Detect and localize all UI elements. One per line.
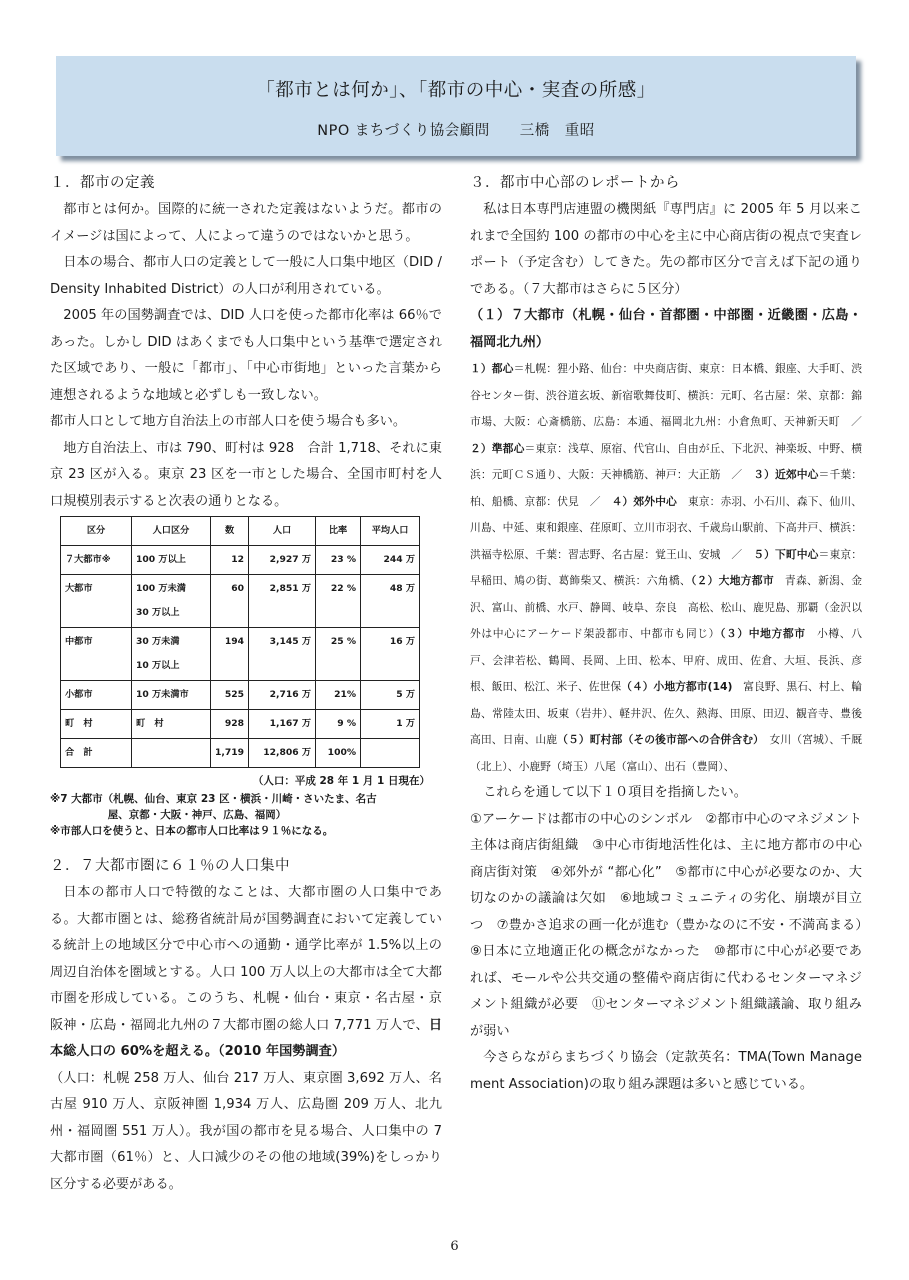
category-body xyxy=(470,356,873,780)
table-header-cell: 人口 xyxy=(249,517,316,546)
s1-paragraph: 2005 年の国勢調査では、DID 人口を使った都市化率は 66％であった。しかし DID はあくまでも人口集中という基準で選定された区域であり、一般に「都市」、「中心市街地」といった言葉から連想されるような地域と必ずしも一致しない。 xyxy=(50,308,442,403)
section-1-title: １．都市の定義 xyxy=(50,175,155,191)
table-header-cell: 比率 xyxy=(316,517,361,546)
table-cell: 48 万 xyxy=(361,575,420,628)
points-intro: これらを通して以下１０項目を指摘したい。 xyxy=(483,785,747,800)
subcategory-text: ＝東京：浅草、原宿、代官山、自由が丘、下北沢、神楽坂、中野、横浜：元町ＣＳ通り、大阪：天神橋筋、神戸：大正筋 ／ xyxy=(470,441,863,481)
table-cell: 244 万 xyxy=(361,546,420,575)
table-cell-line: 30 万以上 xyxy=(136,607,180,618)
s2-paragraph: （人口：札幌 258 万人、仙台 217 万人、東京圏 3,692 万人、名古屋 910 万人、京阪神圏 1,934 万人、広島圏 209 万人、北九州・福岡圏 551 万人）。我が国の都市を見る場合、人口集中の 7 大都市圏（61％）と、人口減少のその他の地域(39%)をしっかり区分する必要がある。 xyxy=(50,1070,442,1192)
s1-paragraph: 都市とは何か。国際的に統一された定義はないようだ。都市のイメージは国によって、人によって違うのではないかと思う。 xyxy=(50,202,442,244)
table-cell: 3,145 万 xyxy=(249,628,316,681)
table-cell: 2,927 万 xyxy=(249,546,316,575)
table-header-cell: 平均人口 xyxy=(361,517,420,546)
category-text: 女川（宮城）、千厩（北上）、小鹿野（埼玉）八尾（富山）、出石（豊岡）、 xyxy=(470,733,862,773)
subcategory-text: ＝東京：早稲田、鳩の街、葛飾柴又、横浜：六角橋、 xyxy=(470,547,863,587)
table-cell: 928 xyxy=(211,710,249,739)
table-row xyxy=(61,575,420,628)
table-cell: 10 万未満市 xyxy=(132,681,211,710)
table-caption: （人口：平成 28 年 1 月 1 日現在） xyxy=(252,775,430,787)
category-text: 青森、新潟、金沢、富山、前橋、水戸、静岡、岐阜、奈良 高松、松山、鹿児島、那覇（金沢以外は中心にアーケード架設都市、中都市も同じ） xyxy=(470,574,863,640)
category-text: 小樽、八戸、会津若松、鶴岡、長岡、上田、松本、甲府、成田、佐倉、大垣、長浜、彦根、飯田、松江、米子、佐世保 xyxy=(470,627,862,693)
table-cell: 1,167 万 xyxy=(249,710,316,739)
table-cell: 中都市 xyxy=(61,628,132,681)
table-cell: ７大都市※ xyxy=(61,546,132,575)
table-cell: 25 % xyxy=(316,628,361,681)
section-2-title: ２．７大都市圏に６１％の人口集中 xyxy=(50,858,290,874)
note-line: 屋、京都・大阪・神戸、広島、福岡） xyxy=(107,809,287,821)
table-cell: 2,851 万 xyxy=(249,575,316,628)
note-line: ※市部人口を使うと、日本の都市人口比率は９１％になる。 xyxy=(50,825,334,837)
category-title: （３）中地方都市 xyxy=(720,627,806,640)
page-number: 6 xyxy=(450,1239,459,1254)
table-cell xyxy=(132,628,211,681)
subcategory-label: ４）郊外中心 xyxy=(611,494,677,508)
points-list: ①アーケードは都市の中心のシンボル ②都市中心のマネジメント主体は商店街組織 ③中心市街地活性化は、主に地方都市の中心商店街対策 ④郊外が “都心化” ⑤都市に中心が必要なのか、大切なのかの議論は欠如 ⑥地域コミュニティの劣化、崩壊が目立つ ⑦豊かさ追求の画一化が進む（豊かなのに不安・不満高まる） ⑨日本に立地適正化の概念がなかった ⑩都市に中心が必要であれば、モールや公共交通の整備や商店街に代わるセンターマネジメント組織が必要 ⑪センターマネジメント組織議論、取り組みが弱い xyxy=(470,811,876,1039)
s2-paragraph xyxy=(50,880,442,1066)
table-cell: 525 xyxy=(211,681,249,710)
subcategory-label: １）都心 xyxy=(470,362,514,375)
table-row xyxy=(61,628,420,681)
table-cell-line: 10 万以上 xyxy=(136,660,180,671)
table-header-cell: 人口区分 xyxy=(132,517,211,546)
author-line: NPO まちづくり協会顧問 三橋 重昭 xyxy=(317,123,595,139)
table-cell xyxy=(132,575,211,628)
table-row xyxy=(61,710,420,739)
table-cell: 12,806 万 xyxy=(249,739,316,768)
table-total-row xyxy=(61,739,420,768)
table-notes xyxy=(50,791,442,839)
table-cell: 1 万 xyxy=(361,710,420,739)
table-cell: 町 村 xyxy=(61,710,132,739)
left-column xyxy=(50,170,442,1198)
table-cell: 町 村 xyxy=(132,710,211,739)
s1-paragraph: 地方自治法上、市は 790、町村は 928 合計 1,718、それに東京 23 区が入る。東京 23 区を一市とした場合、全国市町村を人口規模別表示すると次表の通りとなる。 xyxy=(50,440,442,509)
table-cell: 12 xyxy=(211,546,249,575)
category-title: （２）大地方都市 xyxy=(690,574,774,587)
table-cell-line: 30 万未満 xyxy=(136,636,180,647)
subcategory-text: 東京：赤羽、小石川、森下、仙川、川島、中延、東和銀座、荏原町、立川市羽衣、千歳烏山駅前、下高井戸、横浜：洪福寺松原、千葉：習志野、名古屋：覚王山、安城 ／ xyxy=(470,494,863,561)
table-cell-line: 100 万未満 xyxy=(136,583,186,594)
table-cell: 小都市 xyxy=(61,681,132,710)
table-cell: 100% xyxy=(316,739,361,768)
table-cell: 1,719 xyxy=(211,739,249,768)
subcategory-label: ５）下町中心 xyxy=(753,547,819,561)
table-cell: 21% xyxy=(316,681,361,710)
header-banner xyxy=(56,56,856,156)
table-header-cell: 数 xyxy=(211,517,249,546)
section-3-title: ３．都市中心部のレポートから xyxy=(470,175,680,191)
note-line: ※7 大都市（札幌、仙台、東京 23 区・横浜・川崎・さいたま、名古 xyxy=(50,793,377,805)
table-cell: 2,716 万 xyxy=(249,681,316,710)
subcategory-label: ２）準都心 xyxy=(470,441,525,455)
right-column xyxy=(470,170,876,1098)
table-cell xyxy=(361,739,420,768)
subcategory-text: ＝千葉：柏、船橋、京都：伏見 ／ xyxy=(470,468,863,508)
category-title: （５）町村部（その後市部への合併含む） xyxy=(557,733,759,746)
closing-paragraph: 今さらながらまちづくり協会（定款英名：TMA(Town Management Association)の取り組み課題は多いと感じている。 xyxy=(470,1050,862,1092)
s1-paragraph: 日本の場合、都市人口の定義として一般に人口集中地区（DID / Density Inhabited District）の人口が利用されている。 xyxy=(50,255,442,297)
subcategory-text: ＝札幌：狸小路、仙台：中央商店街、東京：日本橋、銀座、大手町、渋谷センター街、渋谷道玄坂、新宿歌舞伎町、横浜：元町、名古屋：栄、京都：錦市場、大阪：心斎橋筋、広島：本通、福岡北九州：小倉魚町、天神新天町 ／ xyxy=(470,362,873,428)
table-cell: 22 % xyxy=(316,575,361,628)
table-row xyxy=(61,681,420,710)
table-cell: 194 xyxy=(211,628,249,681)
table-cell: 23 % xyxy=(316,546,361,575)
table-cell xyxy=(132,739,211,768)
table-row xyxy=(61,546,420,575)
table-cell: 16 万 xyxy=(361,628,420,681)
table-cell: 大都市 xyxy=(61,575,132,628)
table-header-row xyxy=(61,517,420,546)
table-cell: 5 万 xyxy=(361,681,420,710)
table-cell: 100 万以上 xyxy=(132,546,211,575)
population-table xyxy=(60,516,420,768)
category-title: （１）７大都市（札幌・仙台・首都圏・中部圏・近畿圏・広島・福岡北九州） xyxy=(470,308,862,350)
s1-paragraph: 都市人口として地方自治法上の市部人口を使う場合も多い。 xyxy=(50,414,407,429)
s2-text: 日本の都市人口で特徴的なことは、大都市圏の人口集中である。大都市圏とは、総務省統計局が国勢調査において定義している統計上の地域区分で中心市への通勤・通学比率が 1.5%以上の周辺自治体を圏域とする。人口 100 万人以上の大都市は全て大都市圏を形成している。このうち、札幌・仙台・東京・名古屋・京阪神・広島・福岡北九州の７大都市圏の総人口 7,771 万人で、 xyxy=(50,885,442,1033)
table-header-cell: 区分 xyxy=(61,517,132,546)
category-text: 富良野、黒石、村上、輪島、常陸太田、坂東（岩井）、軽井沢、佐久、熱海、田原、田辺、観音寺、豊後高田、日南、山鹿 xyxy=(470,680,862,746)
category-title: （４）小地方都市(14) xyxy=(621,680,733,693)
table-cell: 合 計 xyxy=(61,739,132,768)
s2-bold-text: 日本総人口の 60%を超える。（2010 年国勢調査） xyxy=(50,1017,442,1059)
subcategory-label: ３）近郊中心 xyxy=(753,468,819,481)
table-cell: 60 xyxy=(211,575,249,628)
table-cell: 9 % xyxy=(316,710,361,739)
category-heading xyxy=(470,303,862,356)
s3-paragraph: 私は日本専門店連盟の機関紙『専門店』に 2005 年 5 月以来これまで全国約 100 の都市の中心を主に中心商店街の視点で実査レポート（予定含む）してきた。先の都市区分で言えば下記の通りである。（７大都市はさらに５区分） xyxy=(470,202,862,297)
page-title: 「都市とは何か」、「都市の中心・実査の所感」 xyxy=(256,80,656,101)
